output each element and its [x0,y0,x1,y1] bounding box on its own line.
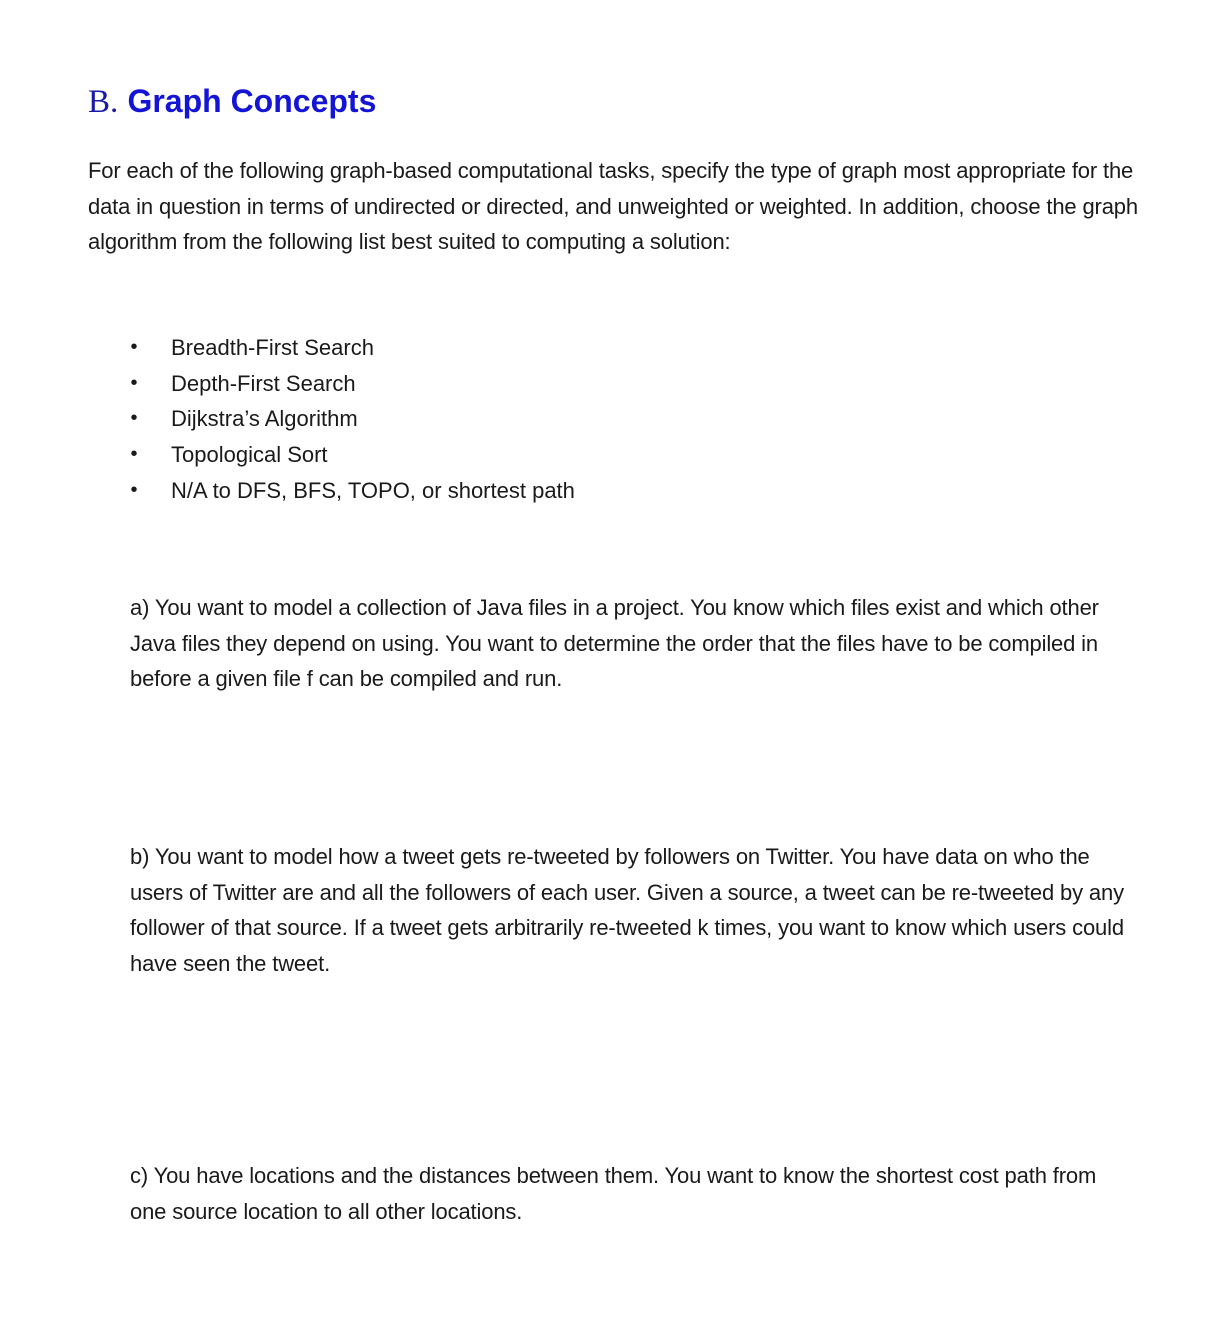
question-a: a) You want to model a collection of Java files in a project. You know which files exist and which other Java files they depend on using. You want to determine the order that the files have to be compiled in before a given file f can be compiled and run. [130,595,1099,691]
algorithm-label: Topological Sort [171,442,328,468]
algorithm-list [124,330,575,509]
list-item [124,330,575,366]
list-item [124,401,575,437]
algorithm-label: Depth-First Search [171,370,356,396]
question-b: b) You want to model how a tweet gets re-tweeted by followers on Twitter. You have data on who the users of Twitter are and all the followers of each user. Given a source, a tweet can be re-tweeted by any follower of that source. If a tweet gets arbitrarily re-tweeted k times, you want to know which users could have seen the tweet. [130,844,1124,976]
algorithm-label: Dijkstra’s Algorithm [171,406,358,432]
bullet-icon: • [130,443,138,466]
section-letter: B. [88,84,119,120]
list-item [124,366,575,402]
list-item [124,473,575,509]
algorithm-label: Breadth-First Search [171,335,374,360]
bullet-icon: • [130,478,138,501]
section-heading [88,80,376,123]
intro-paragraph: For each of the following graph-based computational tasks, specify the type of graph most appropriate for the data in question in terms of undirected or directed, and unweighted or weighted. In addition, choose the graph algorithm from the following list best suited to computing a solution: [88,158,1138,254]
bullet-icon: • [130,407,138,430]
bullet-icon: • [130,371,138,394]
question-c: c) You have locations and the distances between them. You want to know the shortest cost path from one source location to all other locations. [130,1163,1097,1224]
bullet-icon: • [130,336,138,358]
algorithm-label: N/A to DFS, BFS, TOPO, or shortest path [171,477,575,503]
list-item [124,437,575,473]
section-title: Graph Concepts [127,83,377,119]
